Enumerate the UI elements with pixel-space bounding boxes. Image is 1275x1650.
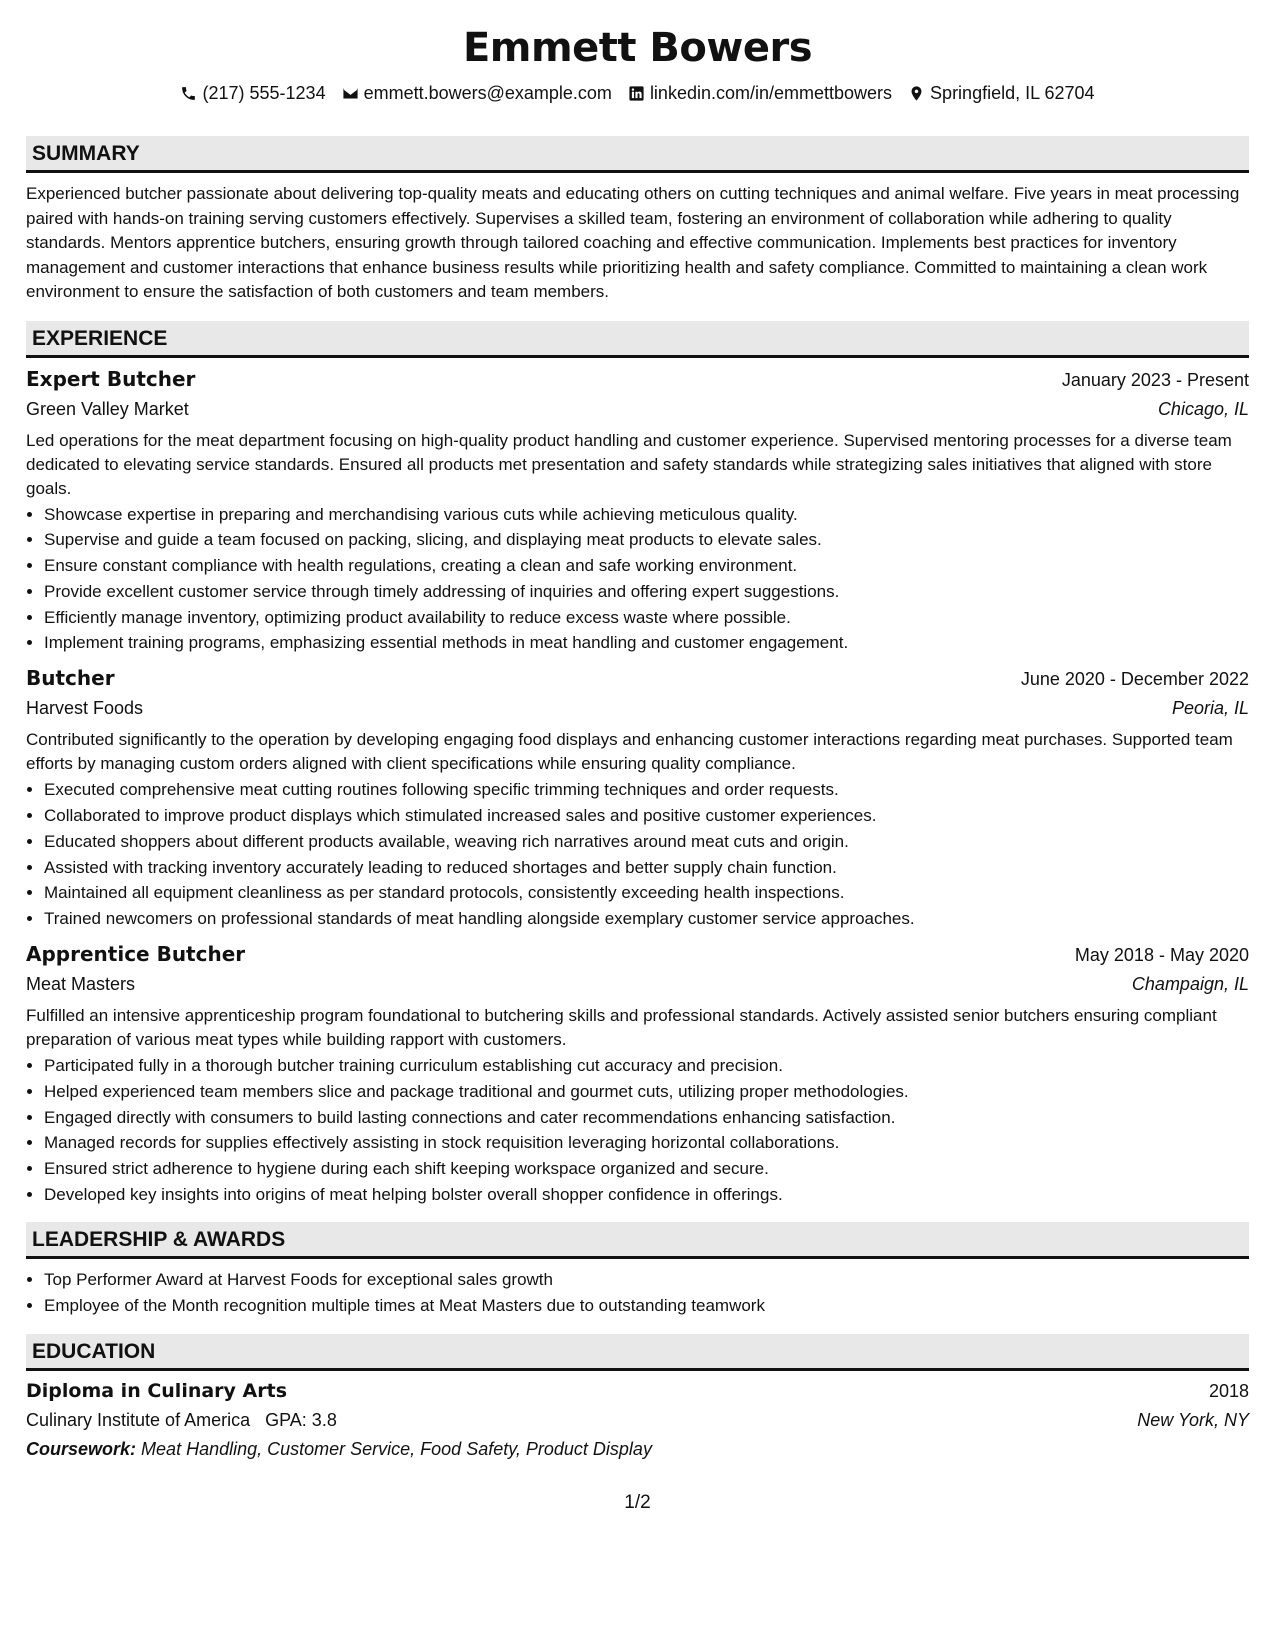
job-bullets: [26, 777, 1249, 932]
job-location: Peoria, IL: [1171, 698, 1249, 719]
list-item: • Assisted with tracking inventory accurately leading to reduced shortages and better supply chain function.: [44, 855, 1249, 881]
phone-icon: [180, 85, 197, 102]
job-title: Expert Butcher: [26, 366, 196, 391]
job-company: Meat Masters: [26, 974, 136, 995]
job-title: Apprentice Butcher: [26, 942, 246, 967]
list-item: • Engaged directly with consumers to build lasting connections and cater recommendations enhancing satisfaction.: [44, 1105, 1249, 1131]
job-entry: [26, 666, 1249, 932]
contact-email[interactable]: [342, 80, 612, 106]
list-item: • Helped experienced team members slice and package traditional and gourmet cuts, utilizing proper methodologies.: [44, 1079, 1249, 1105]
job-entry: [26, 367, 1249, 657]
school-name: Culinary Institute of America: [26, 1410, 251, 1431]
map-pin-icon: [908, 85, 925, 102]
location-text: Springfield, IL 62704: [930, 83, 1095, 103]
job-dates: January 2023 - Present: [1061, 369, 1249, 390]
list-item: • Collaborated to improve product displays which stimulated increased sales and positive customer experiences.: [44, 803, 1249, 829]
summary-text: Experienced butcher passionate about delivering top-quality meats and educating others on cutting techniques and animal welfare. Five years in meat processing paired with hands-on training serving customers effectively. Supervises a skilled team, fostering an environment of collaboration while adhering to quality standards. Mentors apprentice butchers, ensuring growth through tailored coaching and effective communication. Implements best practices for inventory management and customer interactions that enhance business results while prioritizing health and safety compliance. Committed to maintaining a clean work environment to ensure the satisfaction of both customers and team members.: [26, 184, 1240, 301]
section-header-summary: SUMMARY: [26, 136, 1249, 173]
job-dates: June 2020 - December 2022: [1020, 669, 1249, 690]
job-location: Chicago, IL: [1157, 398, 1249, 419]
contact-phone[interactable]: [180, 80, 325, 106]
coursework-list: Meat Handling, Customer Service, Food Safety, Product Display: [141, 1439, 652, 1460]
email-text: emmett.bowers@example.com: [363, 83, 612, 103]
list-item: • Showcase expertise in preparing and merchandising various cuts while achieving meticulous quality.: [44, 502, 1249, 528]
list-item: • Executed comprehensive meat cutting routines following specific trimming techniques and order requests.: [44, 777, 1249, 803]
coursework-label: Coursework:: [26, 1439, 137, 1460]
school-location: New York, NY: [1137, 1410, 1249, 1431]
list-item: • Employee of the Month recognition multiple times at Meat Masters due to outstanding teamwork: [44, 1293, 1249, 1319]
job-bullets: [26, 502, 1249, 657]
page-number: 1/2: [624, 1492, 651, 1513]
list-item: • Maintained all equipment cleanliness as per standard protocols, consistently exceeding health inspections.: [44, 880, 1249, 906]
job-dates: May 2018 - May 2020: [1074, 945, 1249, 966]
list-item: • Educated shoppers about different products available, weaving rich narratives around meat cuts and origin.: [44, 829, 1249, 855]
list-item: • Supervise and guide a team focused on packing, slicing, and displaying meat products to elevate sales.: [44, 527, 1249, 553]
job-description: Fulfilled an intensive apprenticeship program foundational to butchering skills and professional standards. Actively assisted senior butchers ensuring compliant preparation of various meat types while building rapport with customers.: [26, 1006, 1217, 1050]
list-item: • Top Performer Award at Harvest Foods for exceptional sales growth: [44, 1267, 1249, 1293]
list-item: • Efficiently manage inventory, optimizing product availability to reduce excess waste where possible.: [44, 605, 1249, 631]
contact-bar: [26, 80, 1249, 106]
contact-location: [908, 80, 1094, 106]
job-title: Butcher: [26, 666, 115, 691]
contact-linkedin[interactable]: [628, 80, 892, 106]
list-item: • Participated fully in a thorough butcher training curriculum establishing cut accuracy and precision.: [44, 1053, 1249, 1079]
job-company: Harvest Foods: [26, 698, 144, 719]
gpa-text: GPA: 3.8: [265, 1410, 337, 1431]
section-header-experience: EXPERIENCE: [26, 321, 1249, 358]
job-description: Contributed significantly to the operation by developing engaging food displays and enhancing customer interactions regarding meat purchases. Supported team efforts by managing custom orders aligned with client specifications while ensuring quality compliance.: [26, 730, 1233, 774]
job-company: Green Valley Market: [26, 398, 189, 419]
awards-list: [26, 1267, 1249, 1319]
envelope-icon: [342, 85, 359, 102]
coursework: [26, 1439, 1249, 1460]
job-entry: [26, 942, 1249, 1208]
education-year: 2018: [1208, 1381, 1249, 1402]
section-header-education: EDUCATION: [26, 1334, 1249, 1371]
job-description: Led operations for the meat department focusing on high-quality product handling and customer experience. Supervised mentoring processes for a diverse team dedicated to elevating service standards. Ensured all products met presentation and safety standards while strategizing sales initiatives that aligned with store goals.: [26, 430, 1232, 498]
list-item: • Trained newcomers on professional standards of meat handling alongside exemplary customer service approaches.: [44, 906, 1249, 932]
education-entry: [26, 1380, 1249, 1460]
section-header-awards: LEADERSHIP & AWARDS: [26, 1222, 1249, 1259]
list-item: • Implement training programs, emphasizing essential methods in meat handling and customer engagement.: [44, 630, 1249, 656]
job-location: Champaign, IL: [1131, 974, 1249, 995]
phone-text: (217) 555-1234: [202, 83, 326, 103]
job-bullets: [26, 1053, 1249, 1208]
degree-title: Diploma in Culinary Arts: [26, 1380, 288, 1403]
list-item: • Developed key insights into origins of meat helping bolster overall shopper confidence in offerings.: [44, 1182, 1249, 1208]
list-item: • Ensured strict adherence to hygiene during each shift keeping workspace organized and secure.: [44, 1156, 1249, 1182]
linkedin-text: linkedin.com/in/emmettbowers: [649, 83, 893, 103]
linkedin-icon: [628, 85, 645, 102]
list-item: • Provide excellent customer service through timely addressing of inquiries and offering expert suggestions.: [44, 579, 1249, 605]
list-item: • Ensure constant compliance with health regulations, creating a clean and safe working environment.: [44, 553, 1249, 579]
list-item: • Managed records for supplies effectively assisting in stock requisition leveraging horizontal collaborations.: [44, 1130, 1249, 1156]
candidate-name: Emmett Bowers: [462, 25, 813, 71]
